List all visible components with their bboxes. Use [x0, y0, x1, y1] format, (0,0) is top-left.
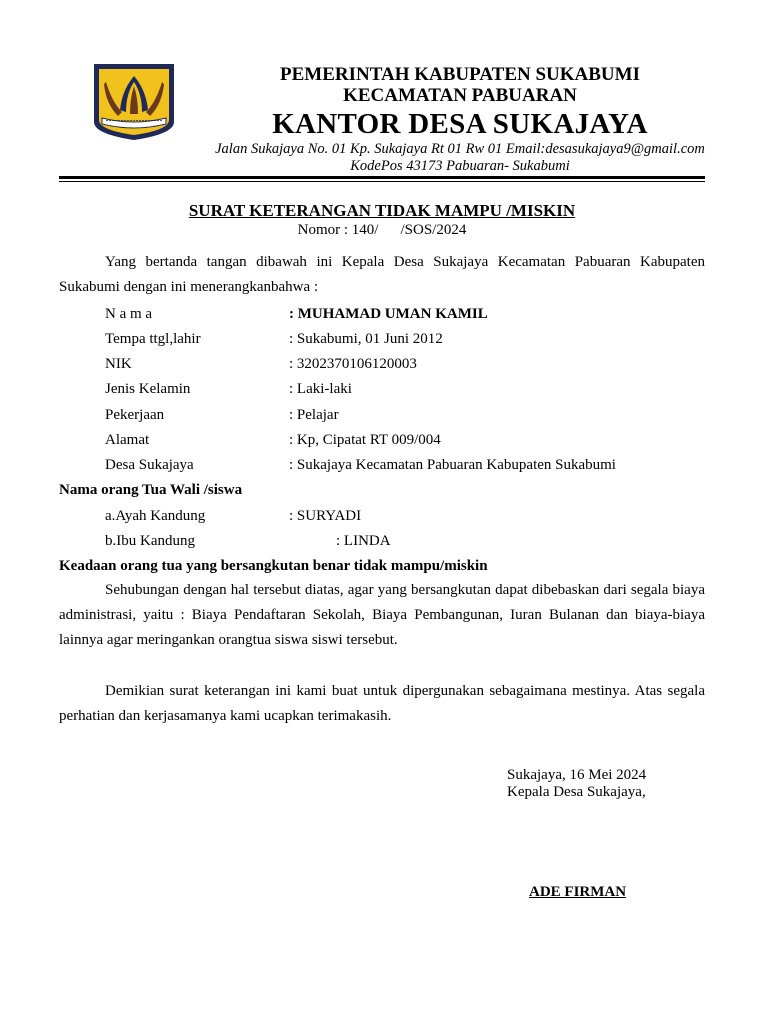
- field-value-nik: : 3202370106120003: [289, 356, 417, 372]
- letterhead-address: Jalan Sukajaya No. 01 Kp. Sukajaya Rt 01 Rw 01 Email:desasukajaya9@gmail.com: [215, 141, 705, 157]
- field-value-village: : Sukajaya Kecamatan Pabuaran Kabupaten Sukabumi: [289, 457, 616, 473]
- signature-name: ADE FIRMAN: [529, 884, 627, 900]
- field-value-ttl: : Sukabumi, 01 Juni 2012: [289, 331, 443, 347]
- letter-body-purpose: Sehubungan dengan hal tersebut diatas, agar yang bersangkutan dapat dibebaskan dari segala biaya administrasi, yaitu : Biaya Pendaftaran Sekolah, Biaya Pembangunan, Iuran Bulanan dan biaya-biaya lainnya agar meringankan orangtua siswa siswi tersebut.: [59, 582, 705, 648]
- field-label-address: Alamat: [105, 432, 150, 448]
- field-value-gender: : Laki-laki: [289, 381, 352, 397]
- mother-label: b.Ibu Kandung: [105, 533, 195, 549]
- letter-number-prefix: Nomor : 140/: [297, 222, 379, 238]
- letter-intro: Yang bertanda tangan dibawah ini Kepala Desa Sukajaya Kecamatan Pabuaran Kabupaten Sukabumi dengan ini menerangkanbahwa :: [59, 254, 705, 295]
- signature-place-date: Sukajaya, 16 Mei 2024: [507, 767, 647, 783]
- field-label-ttl: Tempa ttgl,lahir: [105, 331, 201, 347]
- field-value-address: : Kp, Cipatat RT 009/004: [289, 432, 441, 448]
- letter-number: [59, 221, 705, 239]
- field-label-nama: N a m a: [105, 306, 153, 322]
- condition-heading: Keadaan orang tua yang bersangkutan benar tidak mampu/miskin: [59, 558, 488, 574]
- letter-title: SURAT KETERANGAN TIDAK MAMPU /MISKIN: [188, 201, 576, 220]
- letterhead-divider-thin: [59, 181, 705, 182]
- letterhead-postcode: KodePos 43173 Pabuaran- Sukabumi: [350, 158, 570, 174]
- field-value-nama: : MUHAMAD UMAN KAMIL: [289, 306, 488, 322]
- field-value-occupation: : Pelajar: [289, 407, 339, 423]
- father-label: a.Ayah Kandung: [105, 508, 206, 524]
- signature-position: Kepala Desa Sukajaya,: [507, 784, 646, 800]
- field-label-village: Desa Sukajaya: [105, 457, 194, 473]
- letter-number-suffix: /SOS/2024: [400, 222, 467, 238]
- father-value: : SURYADI: [289, 508, 362, 524]
- letterhead-government: PEMERINTAH KABUPATEN SUKABUMI: [280, 64, 640, 85]
- mother-value: : LINDA: [336, 533, 391, 549]
- field-label-gender: Jenis Kelamin: [105, 381, 191, 397]
- letterhead-office: KANTOR DESA SUKAJAYA: [272, 108, 648, 140]
- parent-heading: Nama orang Tua Wali /siswa: [59, 482, 243, 498]
- letterhead-district: KECAMATAN PABUARAN: [343, 85, 577, 106]
- kabupaten-emblem-icon: [92, 62, 176, 142]
- field-label-nik: NIK: [105, 356, 132, 372]
- letterhead-divider-thick: [59, 176, 705, 179]
- field-label-occupation: Pekerjaan: [105, 407, 165, 423]
- letter-body-closing: Demikian surat keterangan ini kami buat untuk dipergunakan sebagaimana mestinya. Atas segala perhatian dan kerjasamanya kami ucapkan terimakasih.: [59, 683, 705, 724]
